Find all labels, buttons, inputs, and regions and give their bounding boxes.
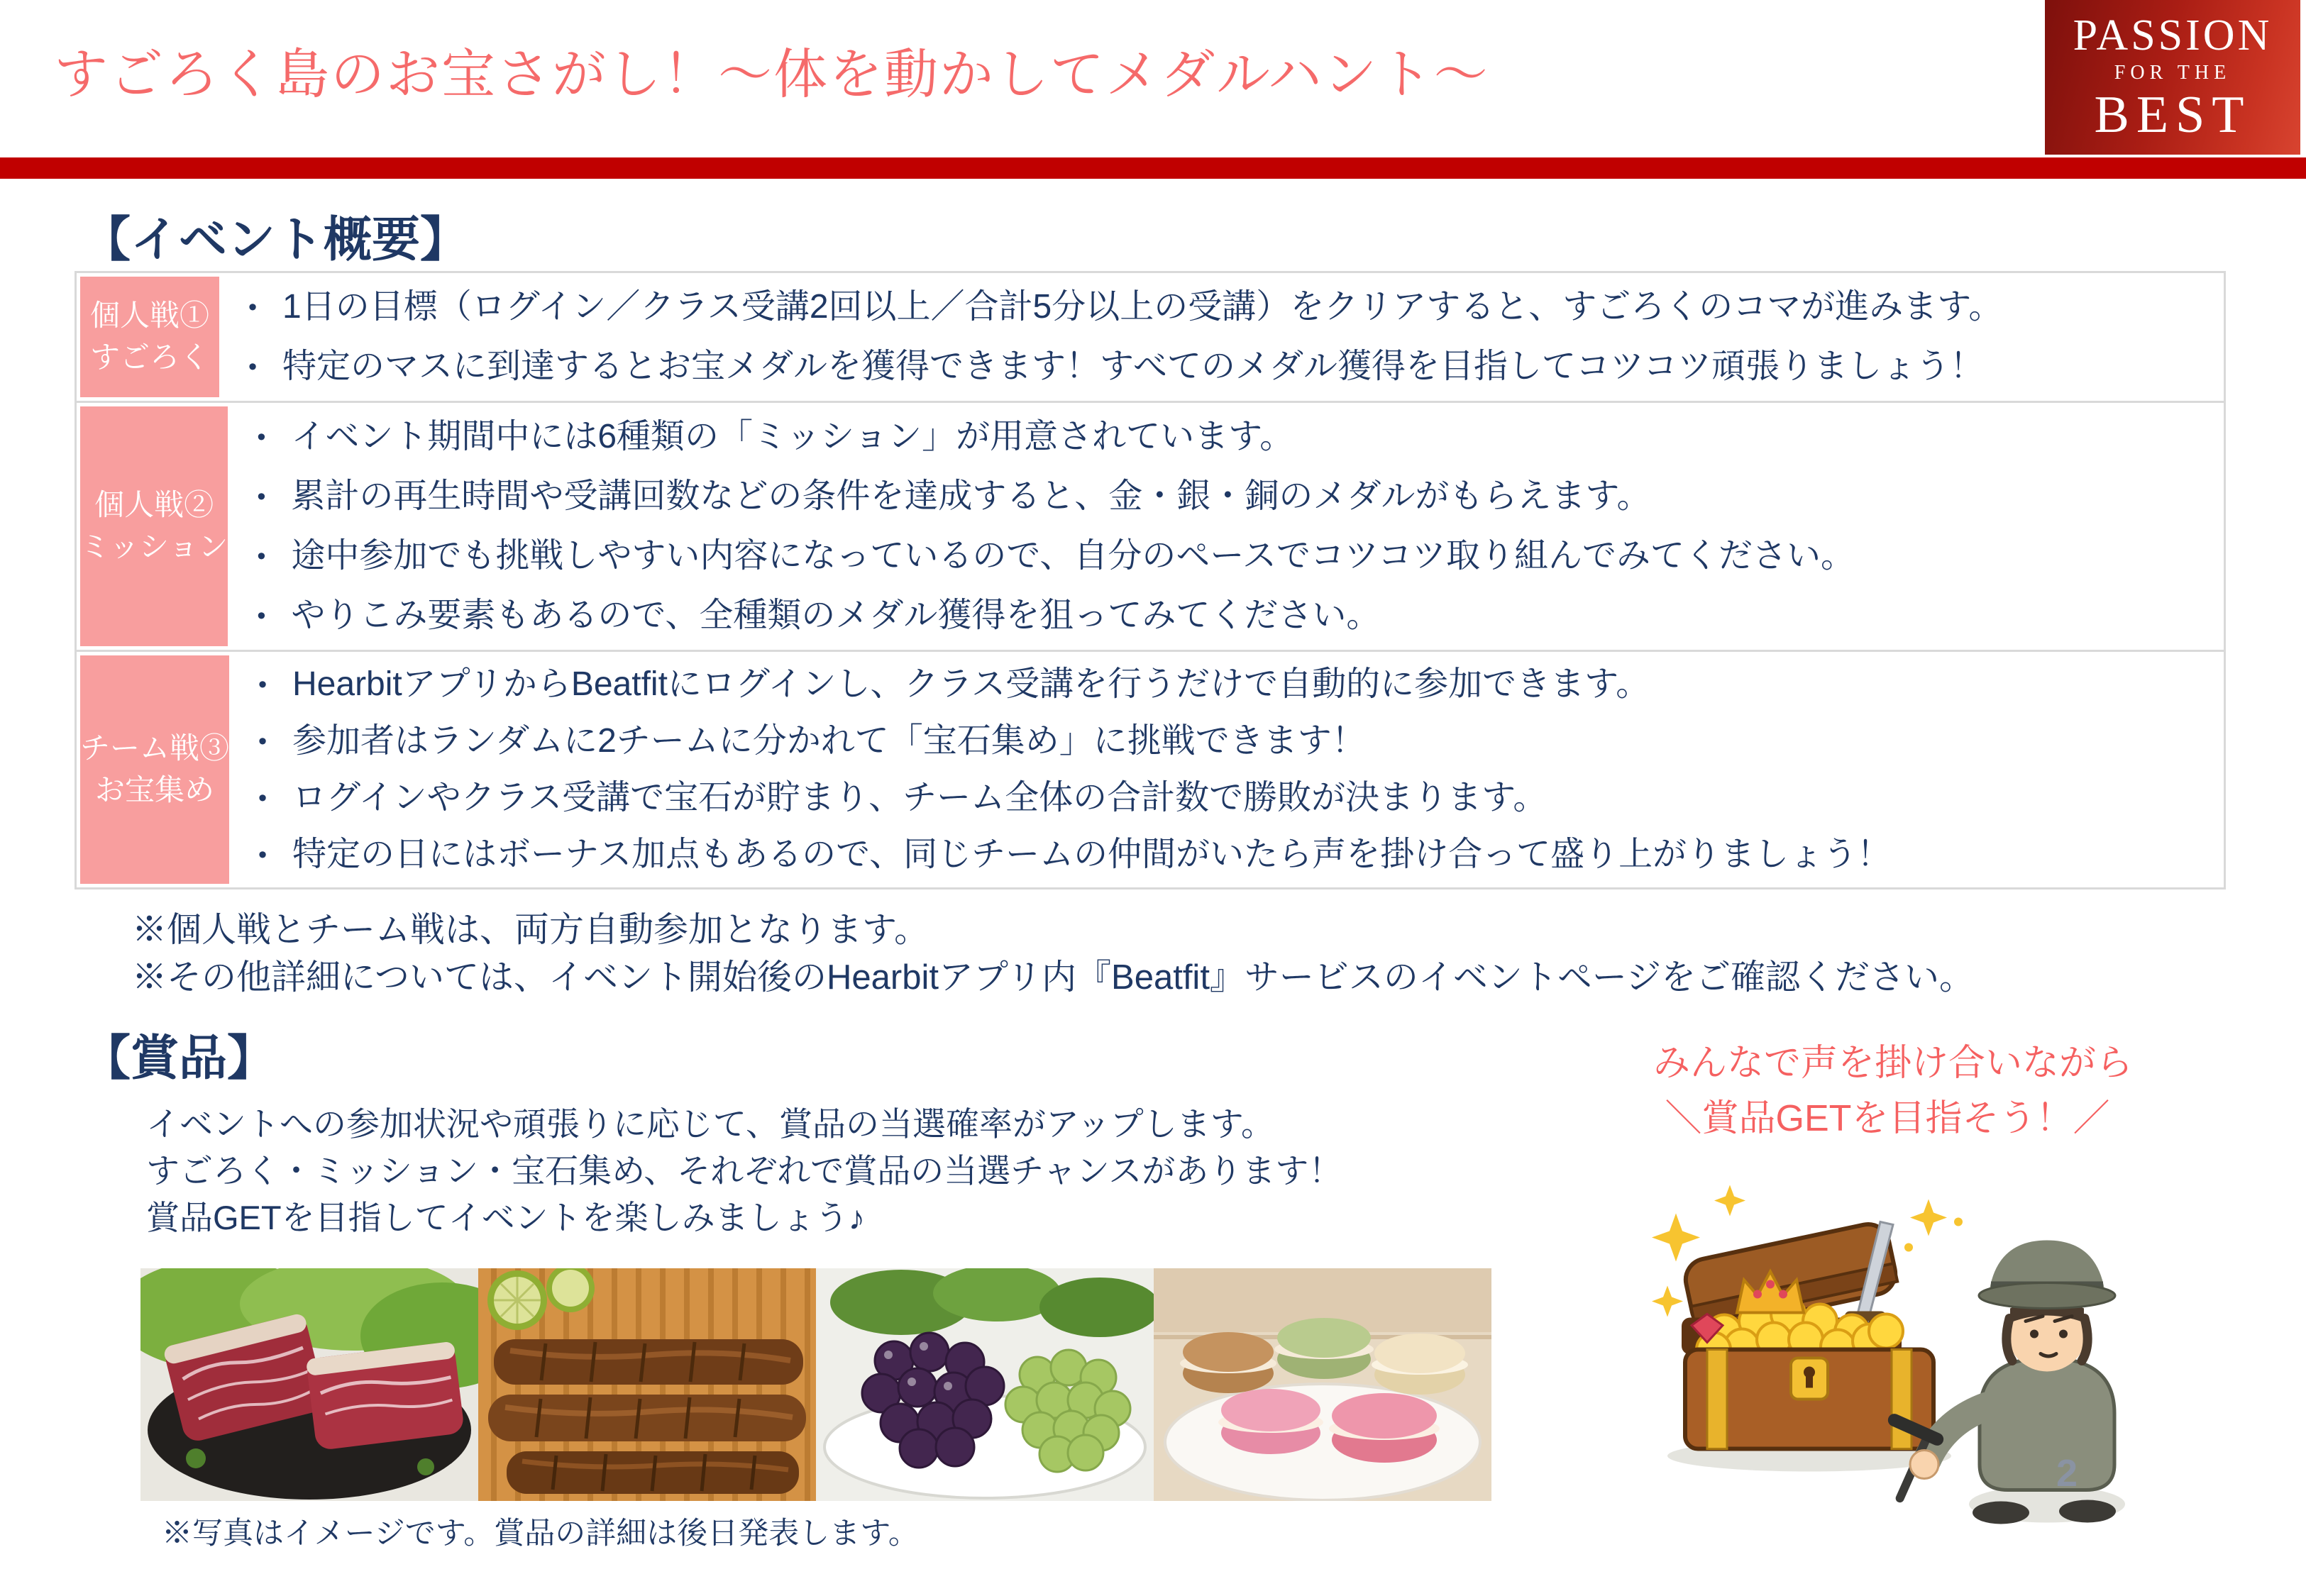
beef-steak-image (140, 1268, 478, 1501)
callout-line: みんなで声を掛け合いながら (1653, 1043, 2134, 1084)
bullet-item: • 特定のマスに到達するとお宝メダルを獲得できます！すべてのメダル獲得を目指してコツコツ頑張りましょう！ (237, 337, 2210, 397)
prize-photos-row (140, 1268, 1491, 1501)
bullet-item: • 途中参加でも挑戦しやすい内容になっているので、自分のペースでコツコツ取り組んでみてください。 (246, 526, 2210, 586)
eel-fillets (488, 1339, 806, 1494)
bullet-item: • 累計の再生時間や受講回数などの条件を達成すると、金・銀・銅のメダルがもらえます。 (246, 467, 2210, 526)
grapes-image (816, 1268, 1154, 1501)
prize-text-line: 賞品GETを目指してイベントを楽しみましょう♪ (146, 1199, 866, 1236)
bullet-item: • やりこみ要素もあるので、全種類のメダル獲得を狙ってみてください。 (246, 586, 2210, 645)
passion-for-the-best-logo (2045, 0, 2300, 155)
treasure-chest (1667, 1220, 1951, 1471)
row-label-mission (80, 406, 228, 646)
row-label-line: すごろく (89, 340, 209, 374)
prizes-description (146, 1101, 1342, 1241)
page-number: 2 (2056, 1452, 2078, 1495)
prize-photo-eel (478, 1268, 816, 1501)
bullet-list-sugoroku (223, 273, 2224, 401)
bullet-item: • イベント期間中には6種類の「ミッション」が用意されています。 (246, 407, 2210, 467)
prize-callout (1653, 1036, 2134, 1146)
prize-photo-macarons (1154, 1268, 1491, 1501)
bullet-item: • 1日の目標（ログイン／クラス受講2回以上／合計5分以上の受講）をクリアすると、すごろくのコマが進みます。 (237, 277, 2210, 337)
macaron-pink-right (1329, 1393, 1440, 1463)
macaron-cream (1372, 1334, 1468, 1395)
macaron-brown (1180, 1332, 1276, 1393)
header-divider-bar (0, 157, 2306, 179)
bullet-item: • HearbitアプリからBeatfitにログインし、クラス受講を行うだけで自動的に参加できます。 (247, 656, 2210, 713)
logo-line-passion: PASSION (2073, 11, 2273, 60)
table-row-sugoroku (77, 273, 2224, 401)
logo-line-best: BEST (2094, 86, 2251, 144)
overview-table (75, 271, 2226, 890)
macarons-image (1154, 1268, 1491, 1501)
photo-disclaimer: ※写真はイメージです。賞品の詳細は後日発表します。 (162, 1517, 919, 1551)
macaron-green (1274, 1318, 1374, 1379)
table-row-mission (77, 401, 2224, 650)
prize-text-line: イベントへの参加状況や頑張りに応じて、賞品の当選確率がアップします。 (146, 1105, 1275, 1143)
bullet-item: • 特定の日にはボーナス加点もあるので、同じチームの仲間がいたら声を掛け合って盛り上がりましょう！ (247, 826, 2210, 883)
row-label-sugoroku (80, 277, 219, 397)
row-label-treasure (80, 655, 229, 884)
row-label-line: ミッション (80, 530, 228, 563)
overview-heading: 【イベント概要】 (82, 213, 469, 267)
macaron-pink-left (1218, 1389, 1323, 1454)
grilled-eel-image (478, 1268, 816, 1501)
bullet-item: • ログインやクラス受講で宝石が貯まり、チーム全体の合計数で勝敗が決まります。 (247, 770, 2210, 826)
prize-photo-beef (140, 1268, 478, 1501)
prize-photo-grapes (816, 1268, 1154, 1501)
table-row-treasure (77, 650, 2224, 887)
row-label-line: お宝集め (95, 773, 215, 807)
row-label-line: 個人戦② (94, 488, 214, 522)
prizes-heading: 【賞品】 (82, 1031, 276, 1085)
logo-line-for-the: FOR THE (2114, 62, 2231, 84)
note-details: ※その他詳細については、イベント開始後のHearbitアプリ内『Beatfit』サービスのイベントページをご確認ください。 (132, 958, 1974, 997)
bullet-list-mission (231, 403, 2224, 650)
prize-text-line: すごろく・ミッション・宝石集め、それぞれで賞品の当選チャンスがあります！ (146, 1152, 1342, 1190)
overview-notes (132, 907, 1974, 1002)
callout-line: ＼賞品GETを目指そう！／ (1665, 1098, 2110, 1139)
page-title: すごろく島のお宝さがし！～体を動かしてメダルハント～ (54, 45, 1489, 105)
row-label-line: 個人戦① (89, 299, 209, 333)
bullet-item: • 参加者はランダムに2チームに分かれて「宝石集め」に挑戦できます！ (247, 713, 2210, 770)
row-label-line: チーム戦③ (80, 731, 230, 765)
note-auto-entry: ※個人戦とチーム戦は、両方自動参加となります。 (132, 911, 929, 949)
bullet-list-treasure (233, 652, 2224, 887)
